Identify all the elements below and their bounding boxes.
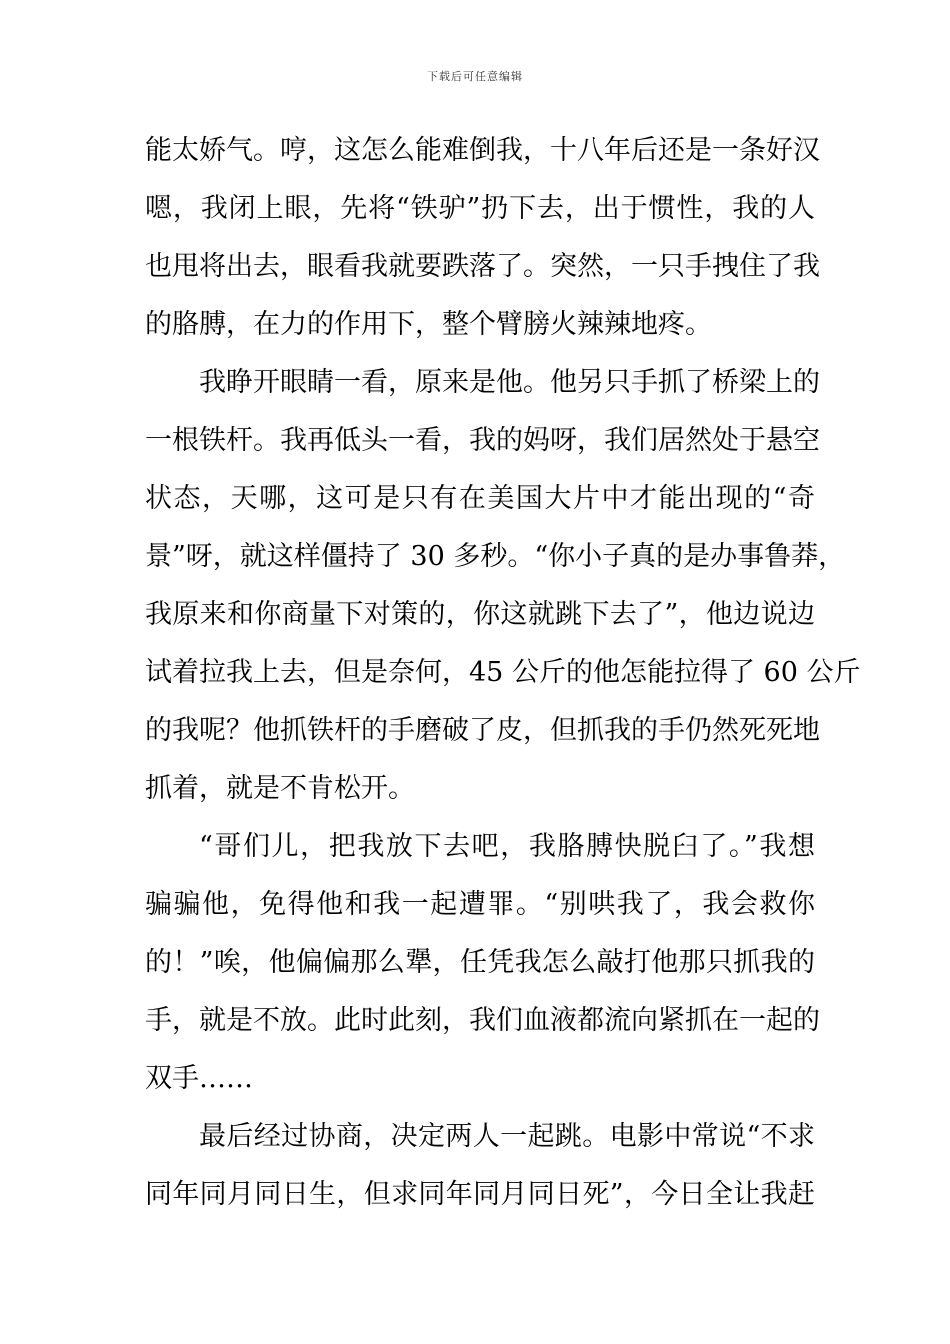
text-line: 双手……	[145, 1063, 253, 1094]
text-line: “哥们儿，把我放下去吧，我胳膊快脱臼了。”我想	[199, 831, 815, 862]
text-line: 嗯，我闭上眼，先将“铁驴”扔下去，出于惯性，我的人	[145, 193, 815, 224]
text-line: 一根铁杆。我再低头一看，我的妈呀，我们居然处于悬空	[145, 425, 820, 456]
text-line: 我睁开眼睛一看，原来是他。他另只手抓了桥梁上的	[199, 367, 820, 398]
text-line: 试着拉我上去，但是奈何，45 公斤的他怎能拉得了 60 公斤	[145, 657, 861, 688]
text-line: 状态，天哪，这可是只有在美国大片中才能出现的“奇	[145, 483, 815, 514]
text-line: 能太娇气。哼，这怎么能难倒我，十八年后还是一条好汉	[145, 135, 820, 166]
text-line: 也甩将出去，眼看我就要跌落了。突然，一只手拽住了我	[145, 251, 820, 282]
text-line: 同年同月同日生，但求同年同月同日死”，今日全让我赶	[145, 1179, 815, 1210]
text-line: 最后经过协商，决定两人一起跳。电影中常说“不求	[199, 1121, 815, 1152]
page-header: 下载后可任意编辑	[427, 70, 523, 83]
document-body	[145, 122, 861, 1224]
text-line: 我原来和你商量下对策的，你这就跳下去了”，他边说边	[145, 599, 815, 630]
text-line: 的我呢？他抓铁杆的手磨破了皮，但抓我的手仍然死死地	[145, 715, 820, 746]
text-line: 景”呀，就这样僵持了 30 多秒。“你小子真的是办事鲁莽，	[145, 541, 846, 572]
text-line: 的胳膊，在力的作用下，整个臂膀火辣辣地疼。	[145, 309, 712, 340]
text-line: 抓着，就是不肯松开。	[145, 773, 415, 804]
text-line: 的！”唉，他偏偏那么犟，任凭我怎么敲打他那只抓我的	[145, 947, 815, 978]
text-line: 手，就是不放。此时此刻，我们血液都流向紧抓在一起的	[145, 1005, 820, 1036]
text-line: 骗骗他，免得他和我一起遭罪。“别哄我了，我会救你	[145, 889, 815, 920]
